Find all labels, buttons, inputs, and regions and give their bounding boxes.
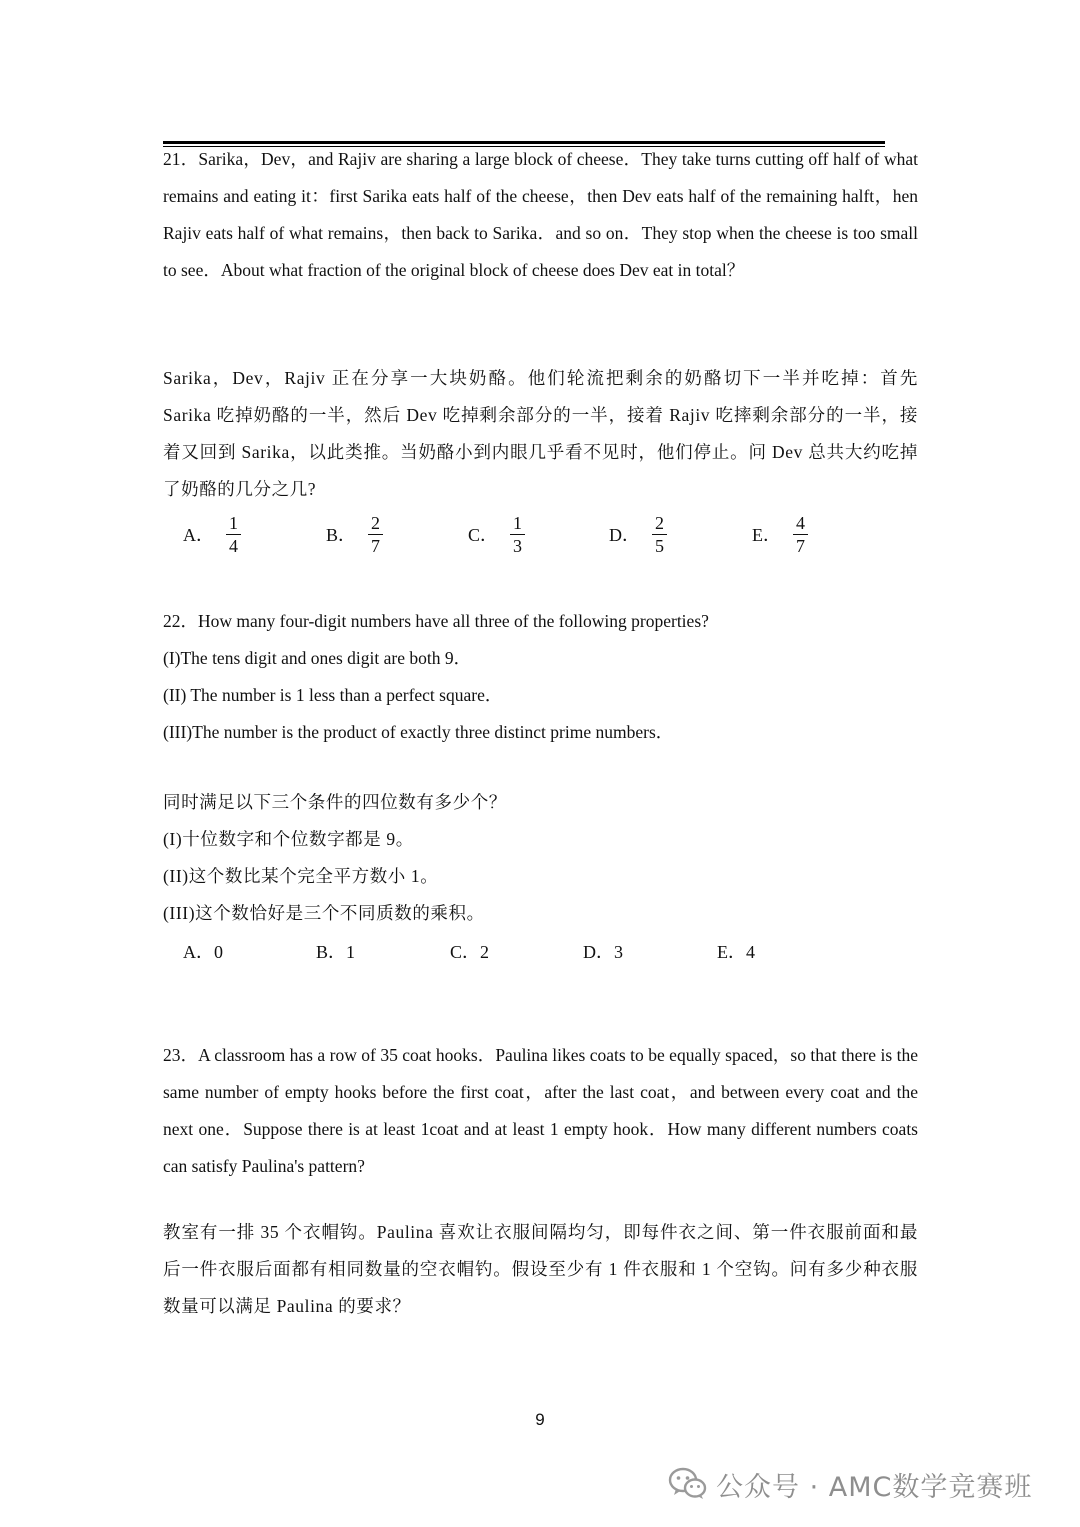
watermark (668, 1462, 1032, 1506)
page-number: 9 (535, 1410, 545, 1429)
choice-label: D． (609, 524, 640, 545)
q21-english-text: 21．Sarika，Dev，and Rajiv are sharing a large block of cheese．They take turns cutting off half of what remains and eating it：first Sarika eats half of the cheese，then Dev eats half of the remaining halft，hen Rajiv eats half of what remains，then back to Sarika．and so on．They stop when the cheese is too small to see．About what fraction of the original block of cheese does Dev eat in total？ (163, 149, 918, 280)
q21-choice-e (752, 512, 808, 557)
q21-choice-b (326, 512, 383, 557)
q23-english-text: 23．A classroom has a row of 35 coat hooks．Paulina likes coats to be equally spaced，so that there is the same number of empty hooks before the first coat，after the last coat，and between every coat and the next one．Suppose there is at least 1coat and at least 1 empty hook．How many different numbers coats can satisfy Paulina's pattern? (163, 1045, 918, 1176)
q22-chinese-line: 同时满足以下三个条件的四位数有多少个？ (163, 792, 507, 812)
q21-choice-a (183, 512, 241, 557)
q21-choice-d (609, 512, 667, 557)
choice-label: E． (752, 524, 781, 545)
q22-choice-b: B．1 (316, 942, 356, 962)
watermark-text: 公众号 · AMC数学竞赛班 (716, 1471, 1033, 1503)
denominator: 5 (655, 536, 664, 556)
fraction (510, 512, 525, 557)
fraction (652, 512, 667, 557)
q22-chinese-line: (I)十位数字和个位数字都是 9。 (163, 829, 414, 849)
denominator: 3 (513, 536, 523, 556)
fraction (226, 512, 241, 557)
q21-choice-c (468, 512, 525, 557)
numerator: 2 (368, 512, 383, 535)
denominator: 7 (796, 536, 805, 556)
q22-chinese-line: (III)这个数恰好是三个不同质数的乘积。 (163, 903, 485, 923)
q22-english-line: (II) The number is 1 less than a perfect square． (163, 685, 503, 705)
choice-label: A． (183, 524, 214, 545)
q22-english-line: 22．How many four-digit numbers have all three of the following properties? (163, 611, 709, 631)
numerator: 1 (510, 512, 525, 535)
q22-english-line: (III)The number is the product of exactly three distinct prime numbers． (163, 722, 674, 742)
q22-choice-e: E．4 (717, 942, 755, 962)
denominator: 4 (229, 536, 238, 556)
choice-label: B． (326, 524, 357, 545)
numerator: 2 (652, 512, 667, 535)
q22-choice-a: A．0 (183, 942, 223, 962)
q22-choice-c: C．2 (450, 942, 490, 962)
choice-label: C． (468, 524, 499, 545)
fraction (368, 512, 383, 557)
numerator: 4 (793, 512, 808, 535)
q22-choice-d: D．3 (583, 942, 623, 962)
fraction (793, 512, 808, 557)
q22-english-line: (I)The tens digit and ones digit are both 9． (163, 648, 472, 668)
q21-chinese-text: Sarika，Dev，Rajiv 正在分享一大块奶酪。他们轮流把剩余的奶酪切下一半并吃掉：首先 Sarika 吃掉奶酪的一半，然后 Dev 吃掉剩余部分的一半，接着 Rajiv 吃摔剩余部分的一半，接着又回到 Sarika，以此类推。当奶酪小到内眼几乎看不见时，他们停止。问 Dev 总共大约吃掉了奶酪的几分之几? (163, 368, 918, 499)
q22-chinese-line: (II)这个数比某个完全平方数小 1。 (163, 866, 439, 886)
denominator: 7 (371, 536, 381, 556)
wechat-icon (668, 1467, 708, 1501)
q23-chinese-text: 教室有一排 35 个衣帽钩。Paulina 喜欢让衣服间隔均匀，即每件衣之间、第一件衣服前面和最后一件衣服后面都有相同数量的空衣帽钓。假设至少有 1 件衣服和 1 个空钩。问有多少种衣服数量可以满足 Paulina 的要求？ (163, 1222, 918, 1316)
numerator: 1 (226, 512, 241, 535)
